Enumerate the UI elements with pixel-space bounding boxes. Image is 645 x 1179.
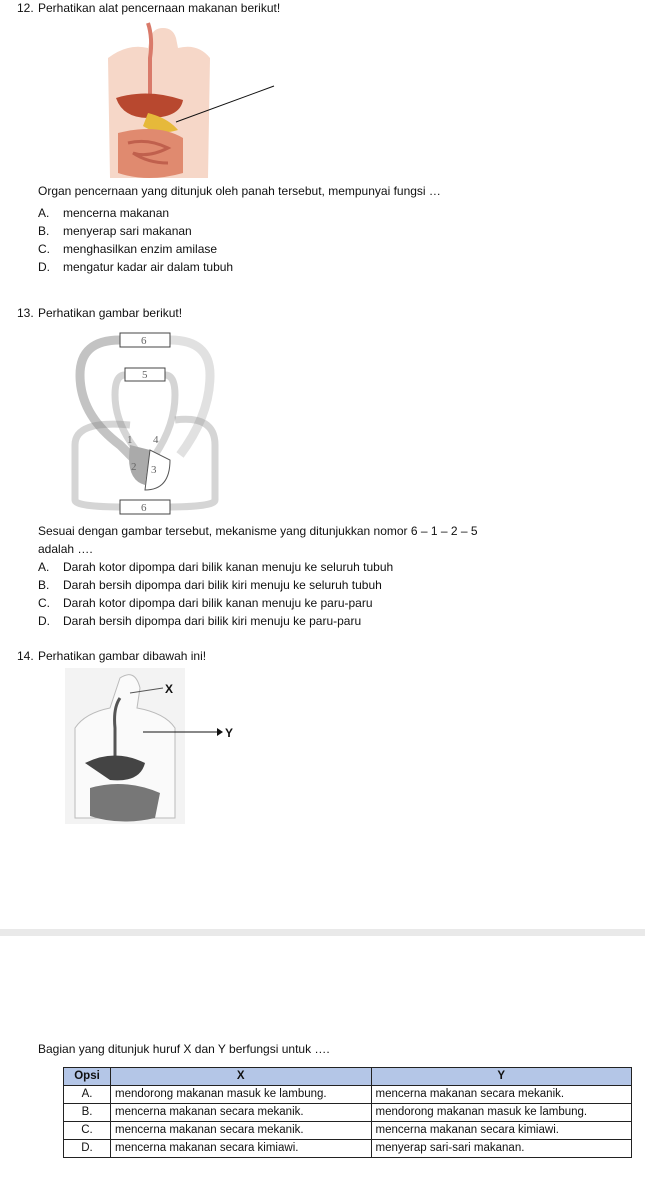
q13-prompt: Perhatikan gambar berikut! — [38, 306, 183, 320]
diagram-label: 6 — [141, 335, 147, 347]
q14-prompt: Perhatikan gambar dibawah ini! — [38, 649, 207, 663]
q14-options-table — [63, 1067, 632, 1158]
cell-y: menyerap sari-sari makanan. — [371, 1140, 632, 1158]
q12-question: Organ pencernaan yang ditunjuk oleh panah tersebut, mempunyai fungsi … — [38, 184, 441, 198]
q12-number: 12. — [17, 1, 34, 15]
q13-option-c-text[interactable]: Darah kotor dipompa dari bilik kanan menuju ke paru-paru — [63, 596, 373, 610]
q14-number: 14. — [17, 649, 34, 663]
table-row[interactable] — [64, 1086, 632, 1104]
cell-y: mendorong makanan masuk ke lambung. — [371, 1104, 632, 1122]
label-y: Y — [225, 726, 234, 740]
cell-x: mencerna makanan secara kimiawi. — [111, 1140, 372, 1158]
q12-option-b-label[interactable]: B. — [38, 224, 50, 238]
q12-prompt: Perhatikan alat pencernaan makanan berikut! — [38, 1, 281, 15]
q13-option-d-label[interactable]: D. — [38, 614, 50, 628]
diagram-label: 5 — [142, 369, 148, 381]
diagram-label: 6 — [141, 502, 147, 514]
table-row[interactable] — [64, 1104, 632, 1122]
table-row[interactable] — [64, 1122, 632, 1140]
diagram-label: 4 — [153, 434, 159, 446]
q13-question-line1: Sesuai dengan gambar tersebut, mekanisme yang ditunjukkan nomor 6 – 1 – 2 – 5 — [38, 524, 478, 538]
q13-number: 13. — [17, 306, 34, 320]
q12-option-c-label[interactable]: C. — [38, 242, 50, 256]
table-header-row — [64, 1068, 632, 1086]
q13-option-a-text[interactable]: Darah kotor dipompa dari bilik kanan menuju ke seluruh tubuh — [63, 560, 394, 574]
q13-option-c-label[interactable]: C. — [38, 596, 50, 610]
q13-option-d-text[interactable]: Darah bersih dipompa dari bilik kiri menuju ke paru-paru — [63, 614, 362, 628]
cell-x: mencerna makanan secara mekanik. — [111, 1122, 372, 1140]
q12-option-a-text[interactable]: mencerna makanan — [63, 206, 170, 220]
q14-question: Bagian yang ditunjuk huruf X dan Y berfungsi untuk …. — [38, 1042, 330, 1056]
cell-y: mencerna makanan secara mekanik. — [371, 1086, 632, 1104]
digestive-system-image — [88, 18, 278, 183]
blood-circulation-diagram — [65, 325, 225, 520]
q13-option-a-label[interactable]: A. — [38, 560, 50, 574]
diagram-label: 2 — [131, 461, 137, 473]
header-opsi: Opsi — [64, 1068, 111, 1086]
label-x: X — [165, 682, 174, 696]
q12-option-d-text[interactable]: mengatur kadar air dalam tubuh — [63, 260, 234, 274]
cell-x: mencerna makanan secara mekanik. — [111, 1104, 372, 1122]
cell-opsi: D. — [64, 1140, 111, 1158]
cell-y: mencerna makanan secara kimiawi. — [371, 1122, 632, 1140]
q13-option-b-label[interactable]: B. — [38, 578, 50, 592]
page-break-divider — [0, 929, 645, 936]
header-x: X — [111, 1068, 372, 1086]
q13-option-b-text[interactable]: Darah bersih dipompa dari bilik kiri menuju ke seluruh tubuh — [63, 578, 382, 592]
table-row[interactable] — [64, 1140, 632, 1158]
diagram-label: 1 — [127, 434, 133, 446]
q12-option-b-text[interactable]: menyerap sari makanan — [63, 224, 192, 238]
q13-question-line2: adalah …. — [38, 542, 93, 556]
cell-opsi: A. — [64, 1086, 111, 1104]
q12-option-c-text[interactable]: menghasilkan enzim amilase — [63, 242, 218, 256]
header-y: Y — [371, 1068, 632, 1086]
q12-option-a-label[interactable]: A. — [38, 206, 50, 220]
cell-opsi: C. — [64, 1122, 111, 1140]
q12-option-d-label[interactable]: D. — [38, 260, 50, 274]
digestive-system-bw-image — [65, 668, 250, 824]
cell-opsi: B. — [64, 1104, 111, 1122]
diagram-label: 3 — [151, 464, 157, 476]
cell-x: mendorong makanan masuk ke lambung. — [111, 1086, 372, 1104]
